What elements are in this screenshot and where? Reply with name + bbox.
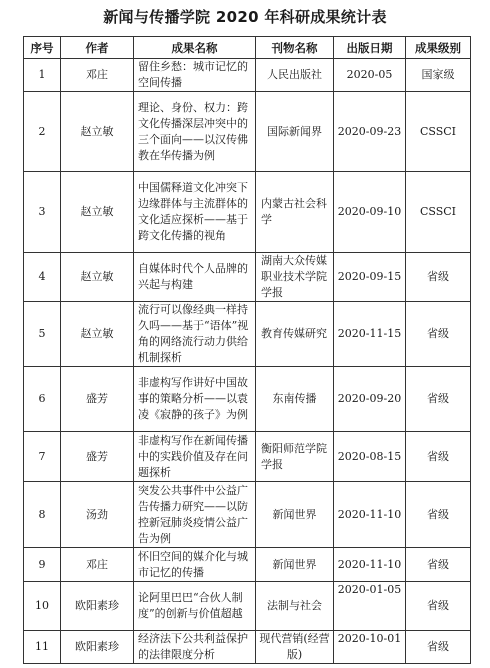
table-row (24, 582, 471, 631)
table-row (24, 92, 471, 172)
cell-publication: 教育传媒研究 (256, 302, 334, 367)
cell-date: 2020-08-15 (334, 432, 406, 482)
cell-date: 2020-09-10 (334, 172, 406, 253)
table-header-row (24, 37, 471, 59)
cell-publication: 人民出版社 (256, 59, 334, 92)
cell-author: 欧阳素珍 (61, 631, 134, 664)
cell-level: 省级 (406, 548, 471, 582)
table-row (24, 548, 471, 582)
cell-date: 2020-11-15 (334, 302, 406, 367)
cell-title: 流行可以像经典一样持久吗——基于“语体”视角的网络流行动力供给机制探析 (134, 302, 256, 367)
cell-title: 突发公共事件中公益广告传播力研究——以防控新冠肺炎疫情公益广告为例 (134, 482, 256, 548)
cell-seq: 4 (24, 253, 61, 302)
cell-publication: 新闻世界 (256, 482, 334, 548)
cell-author: 汤劲 (61, 482, 134, 548)
table-row (24, 253, 471, 302)
table-row (24, 367, 471, 432)
header-level: 成果级别 (406, 37, 471, 59)
cell-author: 盛芳 (61, 367, 134, 432)
cell-author: 赵立敏 (61, 253, 134, 302)
cell-date: 2020-09-15 (334, 253, 406, 302)
cell-author: 邓庄 (61, 59, 134, 92)
header-author: 作者 (61, 37, 134, 59)
cell-title: 怀旧空间的媒介化与城市记忆的传播 (134, 548, 256, 582)
cell-level: CSSCI (406, 92, 471, 172)
cell-author: 赵立敏 (61, 302, 134, 367)
cell-level: 省级 (406, 582, 471, 631)
cell-title: 非虚构写作在新闻传播中的实践价值及存在问题探析 (134, 432, 256, 482)
cell-author: 邓庄 (61, 548, 134, 582)
cell-date: 2020-10-01 (334, 631, 406, 664)
cell-seq: 11 (24, 631, 61, 664)
cell-title: 自媒体时代个人品牌的兴起与构建 (134, 253, 256, 302)
cell-seq: 8 (24, 482, 61, 548)
cell-seq: 9 (24, 548, 61, 582)
cell-title: 理论、身份、权力：跨文化传播深层冲突中的三个面向——以汉传佛教在华传播为例 (134, 92, 256, 172)
cell-title: 非虚构写作讲好中国故事的策略分析——以袁凌《寂静的孩子》为例 (134, 367, 256, 432)
table-row (24, 631, 471, 664)
cell-seq: 7 (24, 432, 61, 482)
cell-level: 省级 (406, 367, 471, 432)
cell-seq: 3 (24, 172, 61, 253)
cell-author: 赵立敏 (61, 172, 134, 253)
cell-date: 2020-09-23 (334, 92, 406, 172)
cell-seq: 5 (24, 302, 61, 367)
cell-level: 省级 (406, 253, 471, 302)
cell-publication: 国际新闻界 (256, 92, 334, 172)
cell-publication: 衡阳师范学院学报 (256, 432, 334, 482)
cell-level: CSSCI (406, 172, 471, 253)
cell-publication: 现代营销(经营版) (256, 631, 334, 664)
cell-author: 欧阳素珍 (61, 582, 134, 631)
cell-author: 赵立敏 (61, 92, 134, 172)
cell-date: 2020-11-10 (334, 482, 406, 548)
cell-level: 省级 (406, 631, 471, 664)
cell-date: 2020-09-20 (334, 367, 406, 432)
cell-seq: 2 (24, 92, 61, 172)
cell-seq: 6 (24, 367, 61, 432)
cell-publication: 东南传播 (256, 367, 334, 432)
cell-date: 2020-11-10 (334, 548, 406, 582)
cell-publication: 新闻世界 (256, 548, 334, 582)
header-seq: 序号 (24, 37, 61, 59)
cell-level: 省级 (406, 482, 471, 548)
cell-author: 盛芳 (61, 432, 134, 482)
cell-publication: 内蒙古社会科学 (256, 172, 334, 253)
document-title: 新闻与传播学院 2020 年科研成果统计表 (103, 8, 387, 26)
table-row (24, 482, 471, 548)
cell-publication: 湖南大众传媒职业技术学院学报 (256, 253, 334, 302)
cell-publication: 法制与社会 (256, 582, 334, 631)
cell-title: 论阿里巴巴“合伙人制度”的创新与价值超越 (134, 582, 256, 631)
table-row (24, 172, 471, 253)
cell-seq: 1 (24, 59, 61, 92)
cell-level: 省级 (406, 302, 471, 367)
table-row (24, 59, 471, 92)
table-row (24, 302, 471, 367)
cell-date: 2020-05 (334, 59, 406, 92)
cell-title: 留住乡愁：城市记忆的空间传播 (134, 59, 256, 92)
header-publication: 刊物名称 (256, 37, 334, 59)
header-date: 出版日期 (334, 37, 406, 59)
cell-date: 2020-01-05 (334, 582, 406, 631)
cell-title: 经济法下公共利益保护的法律限度分析 (134, 631, 256, 664)
cell-level: 省级 (406, 432, 471, 482)
header-title: 成果名称 (134, 37, 256, 59)
cell-seq: 10 (24, 582, 61, 631)
cell-level: 国家级 (406, 59, 471, 92)
table-row (24, 432, 471, 482)
cell-title: 中国儒释道文化冲突下边缘群体与主流群体的文化适应探析——基于跨文化传播的视角 (134, 172, 256, 253)
research-results-table (23, 36, 471, 664)
